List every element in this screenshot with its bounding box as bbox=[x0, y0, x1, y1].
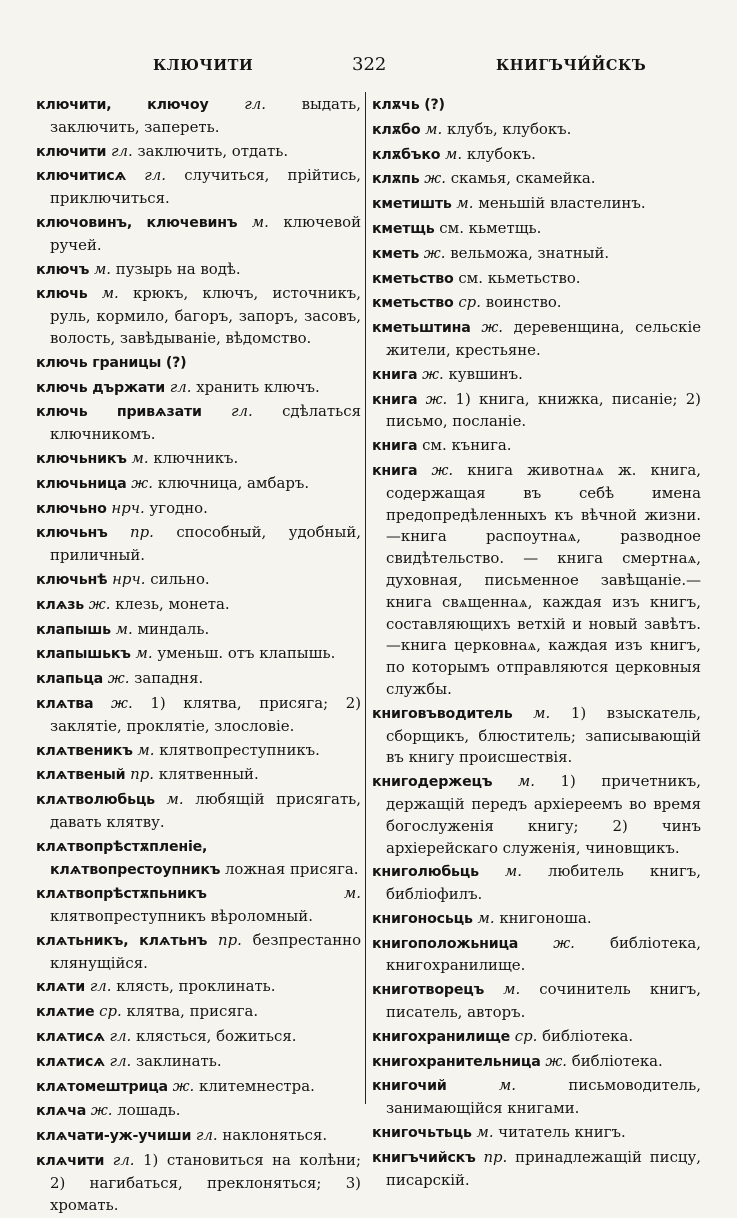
entry-definition: клятвенный. bbox=[158, 765, 259, 784]
entry-definition: любящій присягать, давать клятву. bbox=[50, 790, 362, 831]
entry-definition: библіотека. bbox=[571, 1051, 663, 1070]
dictionary-entry bbox=[36, 473, 361, 496]
dictionary-entry bbox=[372, 908, 701, 931]
entry-definition: лошадь. bbox=[117, 1101, 181, 1120]
entry-headword: клѧтволюбьць bbox=[36, 792, 155, 809]
dictionary-entry bbox=[372, 292, 701, 315]
entry-definition: письмоводитель, занимающійся книгами. bbox=[386, 1076, 702, 1118]
entry-grammar: м. bbox=[533, 703, 551, 722]
entry-definition: см. кьметьство. bbox=[458, 268, 581, 287]
dictionary-entry bbox=[36, 1076, 361, 1099]
entry-headword: ключь привѧзати bbox=[36, 404, 202, 421]
entry-headword: книговъводитель bbox=[372, 705, 513, 722]
dictionary-entry bbox=[372, 435, 701, 458]
entry-headword: клѫбо bbox=[372, 121, 421, 138]
dictionary-entry bbox=[36, 693, 361, 738]
entry-headword: книга bbox=[372, 391, 418, 408]
dictionary-entry bbox=[372, 317, 701, 362]
entry-headword: ключь границы (?) bbox=[36, 354, 187, 371]
dictionary-entry bbox=[372, 119, 701, 142]
entry-grammar: ж. bbox=[107, 669, 130, 688]
entry-headword: клѧтвеный bbox=[36, 767, 126, 784]
entry-grammar: м. bbox=[504, 862, 522, 881]
entry-grammar: гл. bbox=[144, 166, 167, 185]
dictionary-entry bbox=[372, 933, 701, 978]
dictionary-entry bbox=[36, 522, 361, 567]
entry-headword: клѫчь (?) bbox=[372, 97, 445, 113]
entry-headword: клѧчити bbox=[36, 1153, 105, 1170]
entry-headword: книготворецъ bbox=[372, 982, 485, 999]
entry-grammar: гл. bbox=[89, 977, 112, 996]
entry-definition: клятвопреступникъ. bbox=[159, 740, 320, 759]
dictionary-entry bbox=[36, 1100, 361, 1123]
entry-headword: кметьштина bbox=[372, 320, 471, 337]
entry-headword: ключь държати bbox=[36, 379, 165, 396]
entry-grammar: м. bbox=[135, 644, 153, 663]
entry-headword: кметщь bbox=[372, 220, 435, 237]
dictionary-entry bbox=[372, 193, 701, 216]
dictionary-entry bbox=[36, 1026, 361, 1049]
entry-headword: клѧтва bbox=[36, 695, 94, 712]
entry-definition: заклинать. bbox=[136, 1051, 222, 1070]
entry-grammar: м. bbox=[115, 619, 133, 638]
dictionary-entry bbox=[36, 836, 361, 882]
dictionary-entry bbox=[372, 218, 701, 241]
entry-grammar: гл. bbox=[109, 1027, 132, 1046]
dictionary-entry bbox=[372, 243, 701, 266]
running-head-right: КНИГЪЧИ́ЙСКЪ bbox=[496, 57, 647, 74]
entry-grammar: гл. bbox=[112, 1151, 135, 1170]
page-number: 322 bbox=[352, 54, 387, 75]
right-column bbox=[372, 94, 701, 1193]
entry-grammar: пр. bbox=[130, 765, 155, 784]
running-head-left: КЛЮЧИТИ bbox=[153, 57, 254, 74]
entry-definition: заключить, отдать. bbox=[137, 141, 289, 160]
entry-definition: случиться, прійтись, приключиться. bbox=[50, 166, 362, 208]
entry-definition: клятва, присяга. bbox=[126, 1002, 259, 1021]
entry-definition: клубокъ. bbox=[466, 144, 536, 163]
entry-headword: клѫбъко bbox=[372, 146, 441, 163]
entry-definition: любитель книгъ, библіофилъ. bbox=[386, 862, 702, 904]
entry-grammar: ср. bbox=[99, 1002, 122, 1021]
dictionary-entry bbox=[36, 165, 361, 210]
entry-grammar: ж. bbox=[425, 389, 448, 408]
entry-definition: сильно. bbox=[150, 569, 210, 588]
dictionary-entry bbox=[372, 703, 701, 769]
entry-grammar: м. bbox=[251, 212, 269, 231]
entry-definition: кувшинъ. bbox=[448, 364, 523, 383]
entry-headword: кметьство bbox=[372, 270, 454, 287]
dictionary-entry bbox=[372, 771, 701, 859]
entry-grammar: гл. bbox=[231, 402, 253, 421]
entry-definition: читатель книгъ. bbox=[498, 1123, 626, 1142]
entry-grammar: м. bbox=[503, 980, 521, 999]
entry-definition: клясться, божиться. bbox=[136, 1027, 297, 1046]
dictionary-entry bbox=[36, 789, 361, 834]
entry-definition: вельможа, знатный. bbox=[450, 243, 610, 262]
dictionary-entry bbox=[372, 861, 701, 906]
entry-definition: наклоняться. bbox=[222, 1126, 328, 1145]
dictionary-entry bbox=[36, 283, 361, 349]
entry-definition: библіотека, книгохранилище. bbox=[386, 933, 701, 975]
entry-grammar: ж. bbox=[424, 169, 446, 188]
entry-grammar: пр. bbox=[483, 1147, 508, 1166]
entry-definition: угодно. bbox=[149, 498, 208, 517]
entry-grammar: м. bbox=[137, 740, 155, 759]
entry-definition: книгоноша. bbox=[499, 908, 592, 927]
dictionary-entry bbox=[372, 1051, 701, 1074]
dictionary-entry bbox=[36, 883, 361, 928]
entry-headword: клѧчати-уж-учиши bbox=[36, 1128, 192, 1145]
entry-headword: книгохранилище bbox=[372, 1028, 510, 1045]
dictionary-entry bbox=[36, 740, 361, 763]
entry-grammar: ж. bbox=[431, 460, 454, 479]
entry-headword: клапышь bbox=[36, 621, 111, 638]
entry-grammar: пр. bbox=[130, 523, 154, 542]
entry-headword: книгъчийскъ bbox=[372, 1149, 476, 1166]
entry-grammar: м. bbox=[166, 790, 184, 809]
entry-definition: деревенщина, сельскіе жители, крестьяне. bbox=[386, 318, 702, 359]
entry-grammar: пр. bbox=[218, 930, 242, 949]
entry-grammar: ср. bbox=[514, 1026, 538, 1045]
entry-grammar: ж. bbox=[90, 1101, 113, 1120]
entry-grammar: ж. bbox=[481, 318, 503, 337]
entry-headword: кметь bbox=[372, 245, 420, 262]
entry-definition: сочинитель книгъ, писатель, авторъ. bbox=[386, 980, 701, 1022]
entry-grammar: м. bbox=[456, 194, 474, 213]
entry-grammar: м. bbox=[93, 259, 112, 278]
entry-grammar: ж. bbox=[88, 594, 111, 613]
entry-definition: миндаль. bbox=[137, 619, 210, 638]
dictionary-entry bbox=[36, 1125, 361, 1148]
entry-headword: клѧтвопрѣстѫпленіе, клѧтвопрестоупникъ bbox=[36, 838, 221, 878]
dictionary-entry bbox=[36, 212, 361, 257]
dictionary-entry bbox=[36, 976, 361, 999]
dictionary-entry bbox=[372, 1122, 701, 1145]
dictionary-entry bbox=[36, 141, 361, 164]
entry-grammar: м. bbox=[343, 884, 361, 903]
entry-headword: книгочий bbox=[372, 1078, 447, 1095]
entry-definition: способный, удобный, приличный. bbox=[50, 523, 361, 565]
entry-grammar: гл. bbox=[195, 1126, 218, 1145]
entry-headword: ключьница bbox=[36, 475, 127, 492]
dictionary-entry bbox=[36, 498, 361, 521]
dictionary-entry bbox=[372, 168, 701, 191]
entry-definition: выдать, заключить, запереть. bbox=[50, 95, 362, 136]
entry-grammar: м. bbox=[517, 772, 535, 791]
entry-definition: книга животнаѧ ж. книга, содержащая въ себѣ имена предопредѣленныхъ къ вѣчной жизни.—книга распоутнаѧ, разводное свидѣтельство. — книга смертнаѧ, духовная, письменное завѣщаніе.—книга свѧщеннаѧ, каждая изъ книгъ, составляющихъ ветхій и новый завѣтъ.—книга церковнаѧ, каждая изъ книгъ, по которымъ отправляются церковныя службы. bbox=[386, 460, 702, 698]
dictionary-entry bbox=[372, 94, 701, 117]
entry-definition: сдѣлаться ключникомъ. bbox=[50, 402, 361, 444]
dictionary-entry bbox=[36, 643, 361, 666]
entry-definition: принадлежащій писцу, писарскій. bbox=[386, 1147, 701, 1189]
entry-headword: клѧтвеникъ bbox=[36, 742, 133, 759]
entry-definition: ключникъ. bbox=[153, 448, 239, 467]
entry-headword: ключь bbox=[36, 286, 88, 303]
entry-headword: клѧти bbox=[36, 979, 85, 996]
dictionary-entry bbox=[372, 1075, 701, 1120]
dictionary-entry bbox=[372, 268, 701, 291]
entry-definition: ложная присяга. bbox=[224, 859, 359, 878]
entry-headword: книгоположьница bbox=[372, 935, 519, 952]
entry-headword: клапьца bbox=[36, 671, 104, 688]
dictionary-entry bbox=[372, 979, 701, 1024]
entry-headword: книга bbox=[372, 462, 418, 479]
entry-definition: 1) клятва, присяга; 2) заклятіе, проклятіе, злословіе. bbox=[50, 693, 362, 735]
entry-headword: ключьно bbox=[36, 500, 107, 517]
entry-headword: ключитисѧ bbox=[36, 168, 127, 185]
entry-grammar: ср. bbox=[458, 293, 481, 312]
dictionary-entry bbox=[372, 144, 701, 167]
entry-grammar: ж. bbox=[553, 933, 575, 952]
entry-grammar: ж. bbox=[131, 473, 153, 492]
dictionary-entry bbox=[36, 1150, 361, 1216]
entry-grammar: нрч. bbox=[111, 498, 145, 517]
entry-definition: клубъ, клубокъ. bbox=[446, 119, 572, 138]
entry-headword: клѧча bbox=[36, 1103, 87, 1120]
entry-headword: книголюбьць bbox=[372, 864, 479, 881]
entry-grammar: гл. bbox=[169, 377, 192, 396]
dictionary-entry bbox=[36, 619, 361, 642]
entry-headword: кметьство bbox=[372, 295, 454, 312]
entry-definition: уменьш. отъ клапышь. bbox=[157, 644, 336, 663]
entry-definition: библіотека. bbox=[542, 1026, 634, 1045]
dictionary-entry bbox=[36, 668, 361, 691]
dictionary-entry bbox=[372, 460, 701, 701]
entry-headword: книгоносьць bbox=[372, 910, 473, 927]
entry-grammar: ж. bbox=[422, 364, 444, 383]
entry-definition: пузырь на водѣ. bbox=[115, 259, 241, 278]
entry-definition: крюкъ, ключъ, источникъ, руль, кормило, багоръ, запоръ, засовъ, волость, завѣдываніе, вѣдомство. bbox=[50, 284, 362, 347]
entry-headword: кметишть bbox=[372, 196, 452, 213]
entry-headword: книга bbox=[372, 438, 418, 455]
entry-definition: 1) причетникъ, держащій передъ архіереемъ во время богослуженія книгу; 2) чинъ архіерейскаго служенія, чиновщикъ. bbox=[386, 772, 701, 857]
dictionary-entry bbox=[372, 1026, 701, 1049]
entry-grammar: м. bbox=[101, 284, 119, 303]
entry-grammar: м. bbox=[476, 1123, 494, 1142]
entry-grammar: м. bbox=[425, 119, 443, 138]
entry-grammar: ж. bbox=[111, 693, 133, 712]
entry-headword: клѫпь bbox=[372, 171, 420, 188]
entry-headword: ключити, ключоу bbox=[36, 97, 209, 113]
dictionary-entry bbox=[36, 930, 361, 975]
dictionary-entry bbox=[36, 259, 361, 282]
dictionary-entry bbox=[36, 1001, 361, 1024]
entry-definition: 1) книга, книжка, писаніе; 2) письмо, посланіе. bbox=[386, 389, 701, 431]
entry-headword: клѧтие bbox=[36, 1004, 95, 1021]
entry-definition: см. кьметщь. bbox=[439, 218, 542, 237]
left-column bbox=[36, 94, 361, 1218]
dictionary-entry bbox=[36, 352, 361, 375]
entry-grammar: ж. bbox=[423, 243, 446, 262]
entry-headword: книга bbox=[372, 366, 418, 383]
entry-grammar: м. bbox=[498, 1076, 517, 1095]
entry-headword: книгочьтьць bbox=[372, 1125, 472, 1142]
entry-headword: клѧтьникъ, клѧтьнъ bbox=[36, 932, 208, 949]
dictionary-entry bbox=[36, 764, 361, 787]
entry-definition: меньшій властелинъ. bbox=[478, 194, 646, 213]
entry-headword: книгохранительница bbox=[372, 1053, 541, 1070]
entry-grammar: гл. bbox=[111, 141, 133, 160]
dictionary-entry bbox=[36, 569, 361, 592]
entry-definition: клясть, проклинать. bbox=[116, 977, 276, 996]
entry-definition: воинство. bbox=[485, 293, 562, 312]
entry-headword: клѧтвопрѣстѫпьникъ bbox=[36, 886, 207, 903]
entry-definition: 1) становиться на колѣни; 2) нагибаться, преклоняться; 3) хромать. bbox=[50, 1151, 361, 1214]
entry-headword: клѧтисѧ bbox=[36, 1053, 105, 1070]
entry-grammar: ж. bbox=[545, 1051, 568, 1070]
entry-definition: 1) взыскатель, сборщикъ, блюститель; записывающій въ книгу происшествія. bbox=[386, 703, 701, 767]
entry-headword: клѧтомештрица bbox=[36, 1078, 168, 1095]
entry-definition: ключевой ручей. bbox=[50, 212, 362, 254]
entry-grammar: гл. bbox=[244, 95, 266, 113]
entry-definition: клятвопреступникъ вѣроломный. bbox=[50, 907, 313, 926]
entry-grammar: м. bbox=[131, 448, 149, 467]
dictionary-entry bbox=[372, 364, 701, 387]
dictionary-entry bbox=[372, 1147, 701, 1192]
dictionary-entry bbox=[36, 1051, 361, 1074]
entry-headword: ключьнъ bbox=[36, 525, 108, 542]
entry-headword: ключовинъ, ключевинъ bbox=[36, 214, 238, 231]
entry-definition: см. кънига. bbox=[422, 436, 512, 455]
entry-headword: ключьникъ bbox=[36, 450, 127, 467]
entry-grammar: гл. bbox=[109, 1051, 132, 1070]
entry-grammar: ж. bbox=[172, 1076, 195, 1095]
dictionary-entry bbox=[372, 389, 701, 434]
entry-definition: клитемнестра. bbox=[199, 1076, 315, 1095]
entry-grammar: м. bbox=[445, 144, 463, 163]
column-divider bbox=[365, 92, 366, 1104]
dictionary-entry bbox=[36, 594, 361, 617]
entry-definition: клезь, монета. bbox=[115, 594, 230, 613]
entry-headword: клѧтисѧ bbox=[36, 1029, 105, 1046]
entry-grammar: м. bbox=[477, 908, 495, 927]
entry-grammar: нрч. bbox=[112, 569, 146, 588]
entry-definition: безпрестанно клянущійся. bbox=[50, 930, 362, 972]
entry-definition: хранить ключъ. bbox=[196, 377, 320, 396]
entry-headword: ключити bbox=[36, 143, 107, 160]
entry-headword: ключъ bbox=[36, 261, 90, 278]
entry-headword: книгодержецъ bbox=[372, 774, 493, 791]
entry-definition: ключница, амбаръ. bbox=[157, 473, 310, 492]
dictionary-entry bbox=[36, 401, 361, 446]
dictionary-entry bbox=[36, 94, 361, 139]
entry-definition: западня. bbox=[134, 669, 204, 688]
entry-headword: клапышькъ bbox=[36, 646, 131, 663]
entry-definition: скамья, скамейка. bbox=[450, 169, 596, 188]
entry-headword: ключьнѣ bbox=[36, 571, 108, 588]
dictionary-entry bbox=[36, 448, 361, 471]
dictionary-entry bbox=[36, 377, 361, 400]
entry-headword: клѧзь bbox=[36, 596, 85, 613]
